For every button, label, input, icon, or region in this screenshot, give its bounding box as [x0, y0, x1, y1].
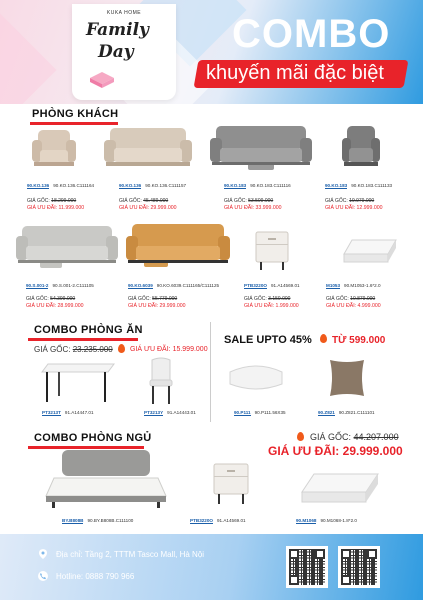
product-tag: 90.P111 [234, 410, 251, 415]
logo-family-text: Family [86, 20, 149, 40]
dining-sale-price: GIÁ ƯU ĐÃI: 15.999.000 [130, 346, 208, 353]
sale-price: GIÁ ƯU ĐÃI: 33.999.000 [224, 205, 282, 211]
product-code: 90.Z821.C111101 [338, 410, 375, 415]
logo-brand-text: KUKA HOME [106, 10, 142, 16]
original-price: GIÁ GỐC: 3.159.000 [244, 296, 291, 302]
product-code-row [26, 283, 94, 288]
product-code-row [190, 518, 246, 523]
product-tag: 90.KO.183 [325, 183, 348, 188]
dining-chair-image [146, 356, 176, 406]
promo-price: TỪ 599.000 [332, 335, 386, 346]
section-title-bedroom: COMBO PHÒNG NGỦ [34, 432, 152, 444]
sale-price: GIÁ ƯU ĐÃI: 11.999.000 [27, 205, 85, 211]
product-code-row [144, 410, 196, 415]
logo-day-text: Day [98, 42, 134, 62]
original-price: GIÁ GỐC: 19.979.000 [325, 198, 375, 204]
footer [0, 534, 423, 600]
product-tag: 90.KO.6039 [128, 283, 153, 288]
qr-pattern [341, 549, 377, 585]
location-pin-icon [38, 549, 48, 559]
qr-marker [315, 549, 325, 559]
product-code-row [325, 183, 392, 188]
original-price: GIÁ GỐC: 54.399.000 [26, 296, 76, 302]
bed-image [44, 448, 168, 510]
product-tag: 90.M1068 [296, 518, 317, 523]
product-tag: PT3213T [42, 410, 61, 415]
cushion-image [326, 356, 368, 400]
product-code: 90.KO.183.C111116 [250, 183, 291, 188]
phone-icon [38, 571, 48, 581]
product-code-row [128, 283, 219, 288]
promo-headline: SALE UPTO 45% [224, 334, 312, 346]
product-code: 90.BY.B808B.C111100 [87, 518, 134, 523]
product-code-row [326, 283, 381, 288]
original-price: GIÁ GỐC: 53.509.000 [224, 198, 274, 204]
qr-code[interactable] [286, 546, 328, 588]
sale-price: GIÁ ƯU ĐÃI: 28.999.000 [26, 303, 84, 309]
mattress-image [300, 470, 380, 510]
original-price: GIÁ GỐC: 45.489.000 [119, 198, 169, 204]
product-code: 90.M1068-1.8*2.0 [320, 518, 357, 523]
product-code: 90.M1053-1.6*2.0 [344, 283, 381, 288]
qr-marker [289, 549, 299, 559]
product-tag: PT3213Y [144, 410, 164, 415]
panel-divider [210, 322, 211, 422]
product-code: 90.KO.136.C111164 [53, 183, 95, 188]
decor-diamond [0, 13, 57, 104]
product-code-row [296, 518, 357, 523]
hotline: Hotline: 0888 790 966 [56, 572, 135, 581]
product-tag: BY.B808B [62, 518, 84, 523]
product-code: 91.A14443.01 [167, 410, 196, 415]
page-title: COMBO [232, 12, 391, 56]
product-code-row [42, 410, 94, 415]
product-code: 90.KO.136.C111157 [145, 183, 187, 188]
product-code: 90.P111.56X35 [254, 410, 286, 415]
product-tag: PTB3220O [190, 518, 213, 523]
bedroom-original-price: GIÁ GỐC: 44.207.000 [310, 432, 399, 442]
dining-table-image [40, 360, 116, 404]
product-code-row [119, 183, 186, 188]
product-tag: 90.KO.136 [27, 183, 50, 188]
brand-logo [72, 4, 176, 100]
tan-leather-sofa-image [124, 222, 232, 272]
sale-price: GIÁ ƯU ĐÃI: 4.999.000 [326, 303, 381, 309]
sale-price: GIÁ ƯU ĐÃI: 1.999.000 [244, 303, 299, 309]
original-price: GIÁ GỐC: 18.299.000 [27, 198, 77, 204]
page-subtitle: khuyến mãi đặc biệt [206, 62, 384, 84]
product-code-row [62, 518, 133, 523]
qr-marker [341, 549, 351, 559]
nightstand-image [212, 462, 250, 506]
product-tag: 90.KO.136 [119, 183, 142, 188]
product-code: 91.A14569.01 [216, 518, 246, 523]
original-price: GIÁ GỐC: 10.879.000 [326, 296, 376, 302]
product-code: 90.KO.183.C111133 [351, 183, 393, 188]
mattress-image [342, 236, 398, 268]
product-code: 90.KO.6039.C111165/C111125 [156, 283, 220, 288]
product-tag: PTB3220O [244, 283, 267, 288]
store-address: Địa chỉ: Tầng 2, TTTM Tasco Mall, Hà Nội [56, 550, 205, 559]
product-code-row [27, 183, 94, 188]
product-code: 91.A14569.01 [270, 283, 300, 288]
original-price: GIÁ GỐC: 55.779.000 [128, 296, 178, 302]
product-code: 90.S.001-2.C111105 [52, 283, 94, 288]
sale-price: GIÁ ƯU ĐÃI: 29.999.000 [119, 205, 177, 211]
recliner-chair-image [30, 128, 78, 172]
product-code: 91.A14447.01 [64, 410, 94, 415]
product-tag: 90.KO.183 [224, 183, 247, 188]
product-code-row [234, 410, 286, 415]
dining-original-price: GIÁ GỐC: 23.235.000 [34, 345, 113, 354]
flame-icon [297, 432, 304, 441]
bedroom-sale-price: GIÁ ƯU ĐÃI: 29.999.000 [268, 444, 403, 458]
section-underline [28, 338, 138, 341]
grey-armchair-image [340, 124, 382, 172]
sale-price: GIÁ ƯU ĐÃI: 29.999.000 [128, 303, 186, 309]
header-banner [0, 0, 423, 104]
product-code-row [318, 410, 375, 415]
grey-recliner-sofa-image [208, 124, 314, 176]
nightstand-image [254, 230, 290, 272]
product-code-row [224, 183, 291, 188]
flame-icon [118, 344, 125, 353]
pillow-image [226, 360, 286, 394]
flame-icon [320, 334, 327, 343]
qr-pattern [289, 549, 325, 585]
section-title-dining: COMBO PHÒNG ĂN [34, 324, 143, 336]
product-tag: M1053 [326, 283, 341, 288]
product-tag: 90.Z821 [318, 410, 335, 415]
qr-marker [367, 549, 377, 559]
gift-icon [88, 70, 116, 88]
light-grey-sofa-image [14, 222, 120, 274]
qr-code[interactable] [338, 546, 380, 588]
section-title-living-room: PHÒNG KHÁCH [32, 108, 119, 120]
qr-marker [289, 575, 299, 585]
qr-marker [341, 575, 351, 585]
section-underline [30, 122, 118, 125]
sale-price: GIÁ ƯU ĐÃI: 12.999.000 [325, 205, 383, 211]
beige-sofa-image [102, 126, 194, 172]
product-tag: 90.S.001-2 [26, 283, 49, 288]
product-code-row [244, 283, 300, 288]
